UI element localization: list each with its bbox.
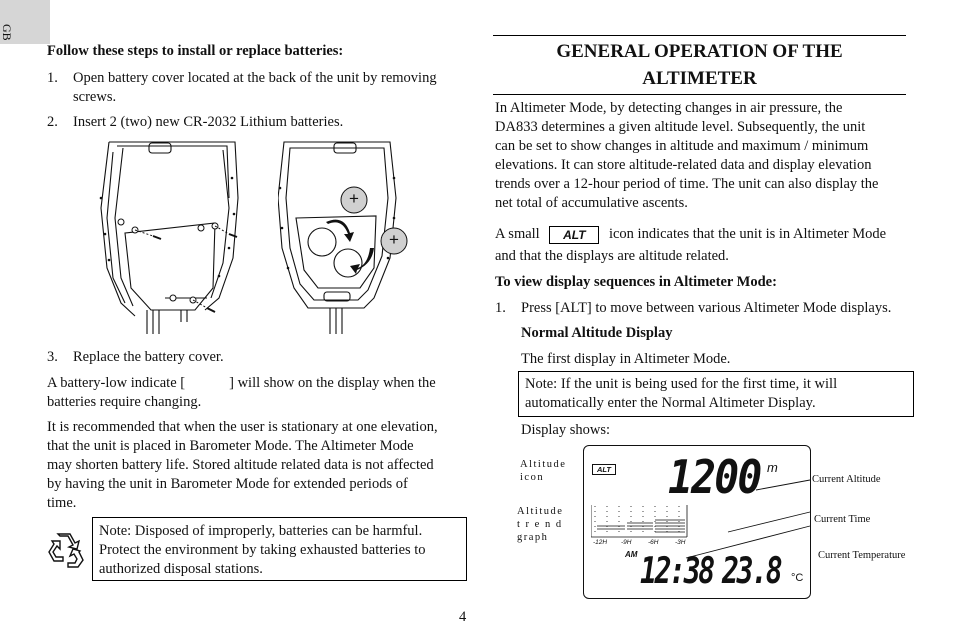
lcd-temperature-unit: °C	[791, 572, 804, 584]
lcd-time-value: 12:38	[640, 551, 713, 592]
alt-icon-text-b: icon indicates that the unit is in Altimeter Mode	[608, 226, 887, 242]
recycle-icon	[46, 530, 86, 570]
note-line: Note: If the unit is being used for the first time, it will	[525, 376, 838, 392]
note-line: Protect the environment by taking exhausted batteries to	[99, 542, 426, 558]
title-rule-bottom	[493, 94, 906, 95]
current-time-label: Current Time	[814, 514, 871, 525]
view-sequence-heading: To view display sequences in Altimeter Mode:	[495, 274, 777, 290]
current-temperature-label: Current Temperature	[818, 550, 906, 561]
lcd-temperature-value: 23.8	[722, 551, 781, 592]
recommend-line: may shorten battery life. Stored altitude related data is not affected	[47, 457, 434, 473]
trend-label-3: graph	[517, 532, 549, 543]
lcd-altitude-unit: m	[767, 460, 778, 475]
section-title	[493, 38, 906, 92]
intro-paragraph	[495, 99, 935, 213]
step-2	[47, 113, 343, 132]
recommendation-paragraph	[47, 418, 477, 513]
battery-low-line-1	[47, 374, 436, 393]
step-1-text-a: Open battery cover located at the back of the unit by removing	[73, 70, 437, 86]
callout-lines	[680, 470, 820, 570]
step-3	[47, 348, 224, 367]
language-tab	[0, 0, 50, 44]
step-1	[47, 69, 437, 88]
current-altitude-label: Current Altitude	[812, 474, 881, 485]
trend-graph-callout	[517, 505, 563, 544]
recommend-line: It is recommended that when the user is stationary at one elevation,	[47, 419, 438, 435]
lcd-altitude-value: 1200	[668, 450, 761, 504]
altitude-icon-label-2: icon	[520, 472, 545, 483]
altitude-icon-label-1: Altitude	[520, 459, 567, 470]
intro-line: can be set to show changes in altitude and maximum / minimum	[495, 138, 869, 154]
lcd-trend-graph	[591, 504, 691, 544]
step-1-text-b: screws.	[73, 89, 117, 105]
trend-label-2: t r e n d	[517, 519, 563, 530]
graph-tick: -9H	[621, 539, 632, 546]
note-line: authorized disposal stations.	[99, 561, 263, 577]
battery-heading: Follow these steps to install or replace batteries:	[47, 43, 344, 59]
first-time-note	[518, 371, 914, 417]
trend-label-1: Altitude	[517, 506, 564, 517]
intro-line: In Altimeter Mode, by detecting changes in air pressure, the	[495, 100, 843, 116]
note-line: automatically enter the Normal Altimeter Display.	[525, 395, 816, 411]
section-title-line-2: ALTIMETER	[642, 68, 757, 89]
press-step-text: Press [ALT] to move between various Altimeter Mode displays.	[521, 300, 892, 316]
recommend-line: that the unit is placed in Barometer Mode. The Altimeter Mode	[47, 438, 414, 454]
page-number: 4	[459, 609, 467, 625]
battery-low-text-c: batteries require changing.	[47, 394, 202, 410]
first-display-text: The first display in Altimeter Mode.	[521, 351, 731, 367]
language-tab-label: GB	[0, 24, 14, 41]
note-line: Note: Disposed of improperly, batteries can be harmful.	[99, 523, 423, 539]
lcd-am-indicator: AM	[625, 550, 638, 559]
intro-line: DA833 determines a given altitude level. Subsequently, the unit	[495, 119, 866, 135]
alt-icon-sentence	[495, 225, 886, 244]
graph-tick: -12H	[593, 539, 608, 546]
battery-low-text-a: A battery-low indicate [	[47, 375, 186, 391]
step-3-text: Replace the battery cover.	[73, 349, 224, 365]
normal-altitude-heading: Normal Altitude Display	[521, 325, 673, 341]
step-2-text: Insert 2 (two) new CR-2032 Lithium batteries.	[73, 114, 344, 130]
press-step-number: 1.	[495, 300, 506, 316]
intro-line: elevations. It can store altitude-related data and display elevation	[495, 157, 872, 173]
intro-line: trends over a 12-hour period of time. The unit can also display the	[495, 176, 879, 192]
recommend-line: time.	[47, 495, 77, 511]
lcd-alt-badge: ALT	[592, 464, 616, 475]
plus-sign-2: +	[389, 230, 399, 249]
battery-cover-illustration	[95, 138, 250, 334]
step-3-number: 3.	[47, 349, 58, 365]
title-rule-top	[493, 35, 906, 36]
section-title-line-1: GENERAL OPERATION OF THE	[556, 41, 843, 62]
alt-icon-text-a: A small	[495, 226, 540, 242]
press-alt-step	[495, 299, 891, 318]
display-shows-text: Display shows:	[521, 422, 611, 438]
battery-low-text-b: ] will show on the display when the	[229, 375, 436, 391]
alt-icon: ALT	[549, 226, 599, 244]
graph-tick: -6H	[648, 539, 659, 546]
step-1-number: 1.	[47, 70, 58, 86]
recommend-line: by having the unit in Barometer Mode for extended periods of	[47, 476, 408, 492]
plus-sign-1: +	[349, 189, 359, 208]
graph-tick: -3H	[675, 539, 686, 546]
disposal-note	[92, 517, 467, 581]
alt-icon-text-c: and that the displays are altitude related.	[495, 248, 729, 264]
altitude-icon-callout	[520, 458, 566, 484]
intro-line: net total of accumulative ascents.	[495, 195, 688, 211]
step-2-number: 2.	[47, 114, 58, 130]
